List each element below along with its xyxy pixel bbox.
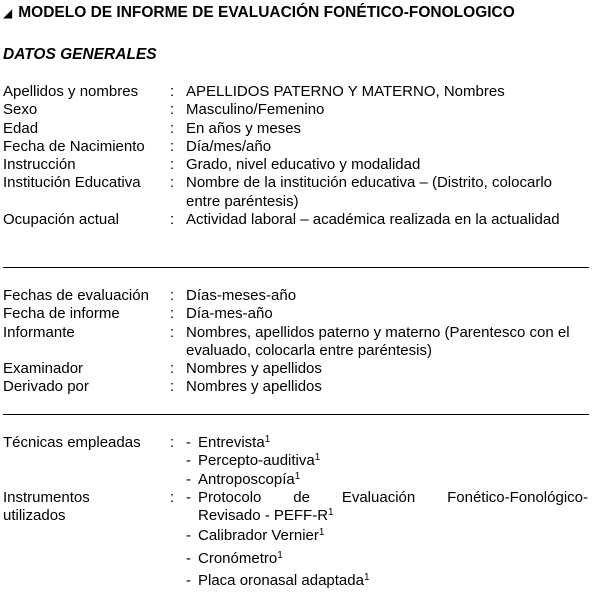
field-row xyxy=(3,305,588,323)
list-item xyxy=(186,452,588,470)
field-label: Derivado por xyxy=(3,378,89,396)
field-value: En años y meses xyxy=(186,119,302,137)
list-dash: - xyxy=(186,470,191,488)
footnote-mark: 1 xyxy=(328,507,334,519)
triangle-bullet-icon: ◢ xyxy=(3,6,13,20)
field-separator: : xyxy=(170,174,175,192)
techniques-list xyxy=(186,434,588,489)
field-value: Día-mes-año xyxy=(186,305,273,323)
list-dash: - xyxy=(186,527,191,545)
list-item-text: Cronómetro xyxy=(198,549,278,567)
field-label: Instrucción xyxy=(3,156,76,174)
list-dash: - xyxy=(186,549,191,567)
field-value: Actividad laboral – académica realizada en la actualidad xyxy=(186,211,560,229)
field-label: Sexo xyxy=(3,101,38,119)
field-separator: : xyxy=(170,305,175,323)
instruments-list xyxy=(186,489,588,590)
techniques-row xyxy=(3,434,588,489)
field-separator: : xyxy=(170,156,175,174)
instruments-row xyxy=(3,489,588,590)
list-item xyxy=(186,572,588,590)
field-value: Grado, nivel educativo y modalidad xyxy=(186,156,421,174)
field-value: Días-meses-año xyxy=(186,287,297,304)
field-label: Fechas de evaluación xyxy=(3,287,149,304)
field-row xyxy=(3,324,588,361)
list-item-text: Percepto-auditiva xyxy=(198,452,315,470)
field-row xyxy=(3,287,588,305)
list-item-text: Entrevista xyxy=(198,434,265,451)
field-row xyxy=(3,83,588,101)
field-value: Día/mes/año xyxy=(186,137,272,155)
field-label: Fecha de Nacimiento xyxy=(3,137,145,155)
field-row xyxy=(3,101,588,119)
document-title-text: MODELO DE INFORME DE EVALUACIÓN FONÉTICO-FONOLOGICO xyxy=(18,4,515,21)
evaluation-data-block xyxy=(3,287,588,397)
field-separator: : xyxy=(170,488,175,506)
section-divider xyxy=(3,267,589,268)
list-item xyxy=(186,489,588,526)
field-value: Nombres y apellidos xyxy=(186,378,322,396)
list-item-text: Placa oronasal adaptada xyxy=(198,572,364,590)
list-dash: - xyxy=(186,452,191,470)
field-label: Informante xyxy=(3,323,75,341)
field-value: Nombres y apellidos xyxy=(186,360,322,378)
field-separator: : xyxy=(170,101,175,119)
field-label: Edad xyxy=(3,119,39,137)
field-row xyxy=(3,120,588,138)
footnote-mark: 1 xyxy=(264,434,271,445)
field-separator: : xyxy=(170,83,175,100)
list-dash: - xyxy=(186,434,191,451)
footnote-mark: 1 xyxy=(318,527,325,539)
field-value: Nombre de la institución educativa – (Distrito, colocarlo entre paréntesis) xyxy=(186,174,552,210)
list-item-text: Protocolo de Evaluación Fonético-Fonológico- xyxy=(198,488,588,506)
list-item-text: Calibrador Vernier xyxy=(198,527,319,545)
list-dash: - xyxy=(186,572,191,590)
list-item xyxy=(186,471,588,489)
field-separator: : xyxy=(170,323,175,341)
field-label: Institución Educativa xyxy=(3,174,141,192)
instruments-label xyxy=(3,489,170,590)
field-value: APELLIDOS PATERNO Y MATERNO, Nombres xyxy=(186,83,505,100)
footnote-mark: 1 xyxy=(277,549,283,561)
instruments-label-line1: Instrumentos xyxy=(3,488,90,506)
field-row xyxy=(3,174,588,211)
field-row xyxy=(3,211,588,229)
section-divider xyxy=(3,414,589,415)
field-value: Masculino/Femenino xyxy=(186,101,325,119)
field-label: Ocupación actual xyxy=(3,211,119,229)
footnote-mark: 1 xyxy=(363,572,370,584)
list-item-text-cont: Revisado - PEFF-R xyxy=(198,507,329,525)
field-separator: : xyxy=(170,137,175,155)
field-row xyxy=(3,138,588,156)
field-separator: : xyxy=(170,211,175,229)
field-row xyxy=(3,360,588,378)
field-row xyxy=(3,156,588,174)
field-separator: : xyxy=(170,360,175,378)
footnote-mark: 1 xyxy=(294,470,301,482)
list-item-text: Antroposcopía xyxy=(198,470,295,488)
field-separator: : xyxy=(170,378,175,396)
list-item xyxy=(186,434,588,452)
list-item xyxy=(186,527,588,545)
instruments-label-line2: utilizados xyxy=(3,507,66,525)
field-separator: : xyxy=(170,287,175,304)
footnote-mark: 1 xyxy=(314,452,321,464)
field-value: Nombres, apellidos paterno y materno (Parentesco con el evaluado, colocarla entre paréntesis) xyxy=(186,323,570,359)
list-item xyxy=(186,550,588,568)
document-title xyxy=(3,4,515,22)
general-data-block xyxy=(3,83,588,229)
field-separator: : xyxy=(170,119,175,137)
field-label: Examinador xyxy=(3,360,84,378)
section-title: DATOS GENERALES xyxy=(3,46,157,63)
field-label: Fecha de informe xyxy=(3,305,120,323)
field-separator: : xyxy=(170,434,175,451)
techniques-label: Técnicas empleadas xyxy=(3,434,141,451)
list-dash: - xyxy=(186,488,191,506)
field-label: Apellidos y nombres xyxy=(3,83,139,100)
techniques-block xyxy=(3,434,588,590)
field-row xyxy=(3,378,588,396)
